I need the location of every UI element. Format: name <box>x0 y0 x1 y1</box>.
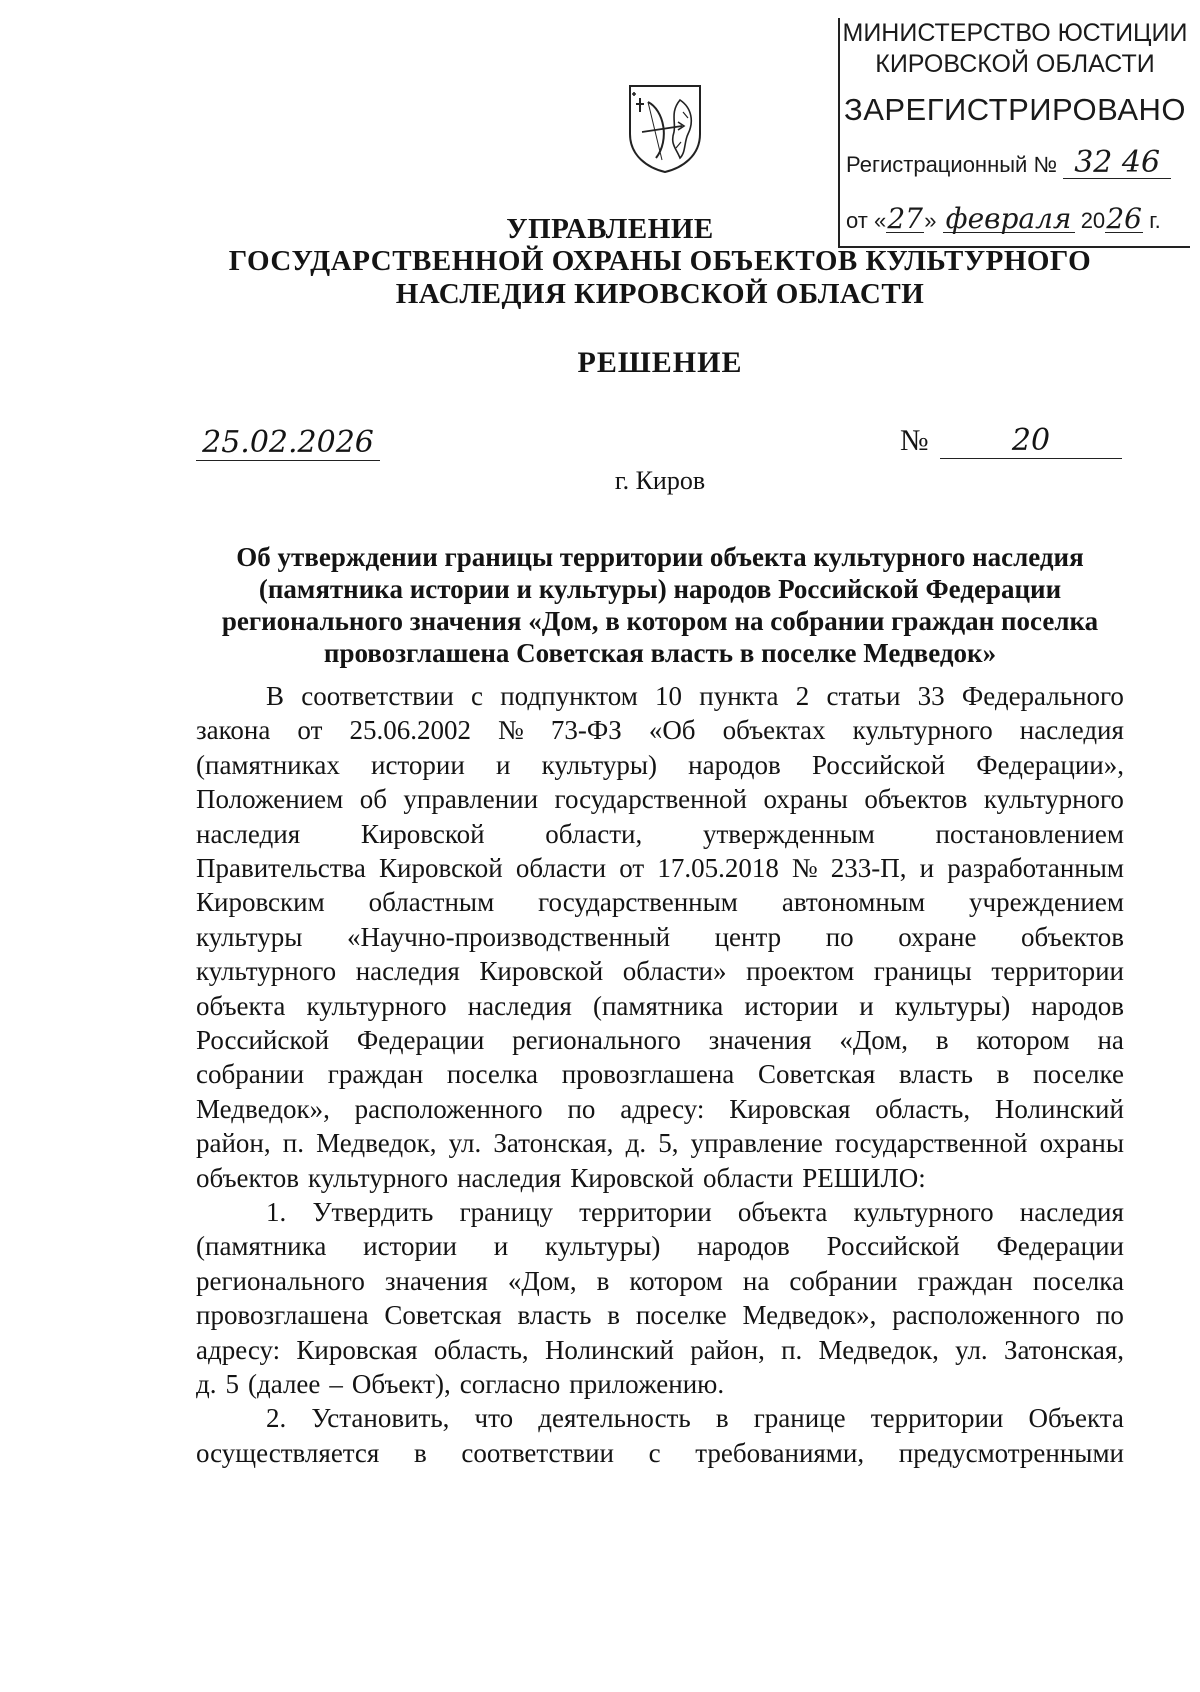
stamp-status: ЗАРЕГИСТРИРОВАНО <box>843 92 1186 127</box>
subject-line: Об утверждении границы территории объекта культурного наследия <box>236 542 1084 572</box>
body-line: 2. Установить, что деятельность в границе территории Объекта <box>266 1403 1124 1434</box>
stamp-ministry <box>840 18 1190 80</box>
body-line: объектов культурного наследия Кировской области РЕШИЛО: <box>196 1162 926 1193</box>
body-line: наследия Кировской области, утвержденным постановлением <box>196 818 1124 849</box>
body-line: Правительства Кировской области от 17.05.2018 № 233-П, и разработанным <box>196 853 1124 883</box>
subject-line: провозглашена Советская власть в поселке Медведок» <box>323 638 997 668</box>
body-line: культурного наследия Кировской области» проектом границы территории <box>196 956 1124 987</box>
stamp-date-day: 27 <box>887 202 923 235</box>
stamp-date-month: февраля <box>943 206 1075 233</box>
stamp-reg-number: 32 46 <box>1063 148 1171 179</box>
body-line: объекта культурного наследия (памятника истории и культуры) народов <box>196 990 1124 1021</box>
stamp-reg-label: Регистрационный № <box>846 152 1058 177</box>
body-line: культуры «Научно-производственный центр по охране объектов <box>196 921 1124 952</box>
org-name-line2: ГОСУДАРСТВЕННОЙ ОХРАНЫ ОБЪЕКТОВ КУЛЬТУРНОГО <box>228 245 1092 277</box>
body-line: регионального значения «Дом, в котором на собрании граждан поселка <box>196 1265 1124 1296</box>
body-line: собрании граждан поселка провозглашена Советская власть в поселке <box>196 1059 1124 1090</box>
stamp-ministry-line2: КИРОВСКОЙ ОБЛАСТИ <box>875 50 1155 78</box>
document-number: 20 <box>940 424 1122 459</box>
body-line: осуществляется в соответствии с требованиями, предусмотренными <box>196 1437 1124 1468</box>
body-line: В соответствии с подпунктом 10 пункта 2 статьи 33 Федерального <box>266 681 1124 711</box>
body-line: Российской Федерации регионального значения «Дом, в котором на <box>196 1025 1124 1055</box>
coat-of-arms-icon <box>626 82 704 174</box>
stamp-reg-number-row <box>846 145 1171 180</box>
stamp-date-mid: » <box>924 208 937 233</box>
stamp-date-year: 26 <box>1106 202 1142 235</box>
body-line: Медведок», расположенного по адресу: Кировская область, Нолинский <box>196 1093 1124 1124</box>
body-line: (памятника истории и культуры) народов Российской Федерации <box>196 1231 1124 1262</box>
org-name-line1: УПРАВЛЕНИЕ <box>506 213 714 245</box>
body-line: (памятниках истории и культуры) народов Российской Федерации», <box>196 749 1124 780</box>
subject-line: регионального значения «Дом, в котором на собрании граждан поселка <box>221 606 1099 636</box>
body-line: Кировским областным государственным автономным учреждением <box>196 887 1124 918</box>
stamp-date-prefix: от « <box>846 208 887 233</box>
body-line: закона от 25.06.2002 № 73-ФЗ «Об объектах культурного наследия <box>196 715 1124 746</box>
document-date: 25.02.2026 <box>196 426 380 461</box>
document-number-sign: № <box>900 424 929 457</box>
stamp-ministry-line1: МИНИСТЕРСТВО ЮСТИЦИИ <box>842 19 1188 47</box>
body-line: адресу: Кировская область, Нолинский район, п. Медведок, ул. Затонская, <box>196 1334 1124 1365</box>
document-subject <box>160 541 1160 669</box>
subject-line: (памятника истории и культуры) народов Российской Федерации <box>258 574 1062 604</box>
document-city: г. Киров <box>614 466 706 495</box>
org-name-line3: НАСЛЕДИЯ КИРОВСКОЙ ОБЛАСТИ <box>395 278 925 310</box>
body-line: д. 5 (далее – Объект), согласно приложению. <box>196 1369 725 1399</box>
body-line: Положением об управлении государственной охраны объектов культурного <box>196 784 1124 815</box>
body-line: провозглашена Советская власть в поселке Медведок», расположенного по <box>196 1300 1124 1331</box>
body-line: район, п. Медведок, ул. Затонская, д. 5, управление государственной охраны <box>196 1128 1124 1159</box>
stamp-date-suffix: г. <box>1149 208 1161 233</box>
document-type: РЕШЕНИЕ <box>577 346 743 379</box>
body-line: 1. Утвердить границу территории объекта культурного наследия <box>266 1197 1124 1227</box>
stamp-date-year-prefix: 20 <box>1080 208 1106 233</box>
